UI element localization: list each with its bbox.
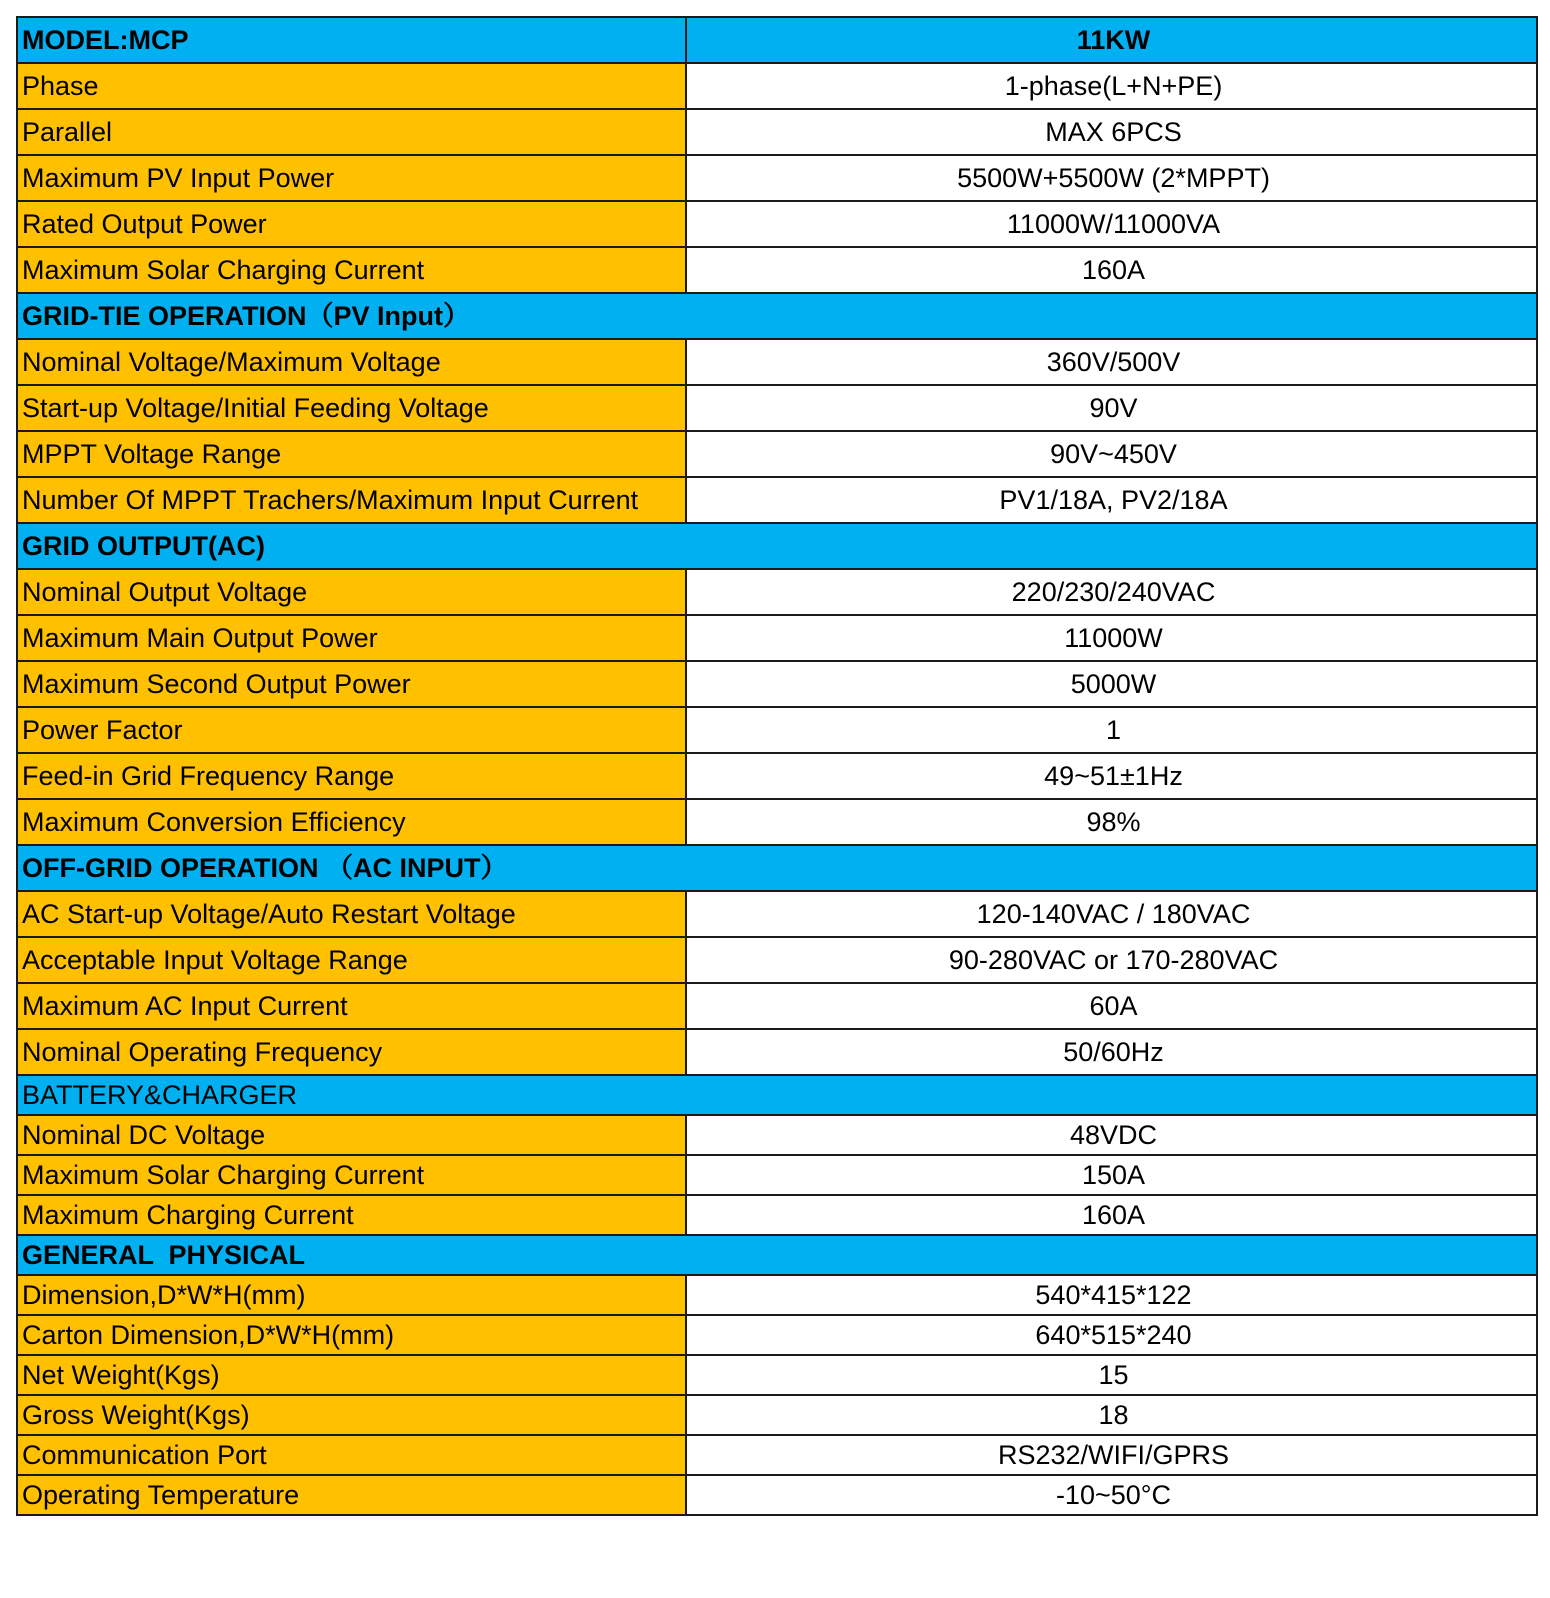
spec-label: AC Start-up Voltage/Auto Restart Voltage	[17, 891, 686, 937]
table-row	[17, 753, 1537, 799]
spec-value: 360V/500V	[686, 339, 1537, 385]
spec-value: 48VDC	[686, 1115, 1537, 1155]
table-row	[17, 799, 1537, 845]
spec-value: 160A	[686, 1195, 1537, 1235]
spec-value: 120-140VAC / 180VAC	[686, 891, 1537, 937]
table-row	[17, 937, 1537, 983]
table-row	[17, 1395, 1537, 1435]
table-row	[17, 1475, 1537, 1515]
table-header-row	[17, 17, 1537, 63]
model-label: MODEL:MCP	[17, 17, 686, 63]
table-row	[17, 109, 1537, 155]
spec-label: Carton Dimension,D*W*H(mm)	[17, 1315, 686, 1355]
spec-label: Maximum PV Input Power	[17, 155, 686, 201]
section-header-row	[17, 523, 1537, 569]
spec-value: PV1/18A, PV2/18A	[686, 477, 1537, 523]
spec-value: 540*415*122	[686, 1275, 1537, 1315]
table-row	[17, 1275, 1537, 1315]
table-row	[17, 431, 1537, 477]
spec-label: Dimension,D*W*H(mm)	[17, 1275, 686, 1315]
spec-label: Operating Temperature	[17, 1475, 686, 1515]
model-value: 11KW	[686, 17, 1537, 63]
spec-label: Parallel	[17, 109, 686, 155]
spec-table	[16, 16, 1538, 1516]
spec-label: Nominal Output Voltage	[17, 569, 686, 615]
spec-value: 18	[686, 1395, 1537, 1435]
spec-label: Net Weight(Kgs)	[17, 1355, 686, 1395]
table-row	[17, 385, 1537, 431]
table-row	[17, 1355, 1537, 1395]
spec-value: 640*515*240	[686, 1315, 1537, 1355]
table-row	[17, 201, 1537, 247]
spec-label: Feed-in Grid Frequency Range	[17, 753, 686, 799]
spec-label: Rated Output Power	[17, 201, 686, 247]
spec-value: 1-phase(L+N+PE)	[686, 63, 1537, 109]
table-row	[17, 477, 1537, 523]
section-title: GENERAL PHYSICAL	[17, 1235, 1537, 1275]
spec-label: MPPT Voltage Range	[17, 431, 686, 477]
spec-label: Nominal Operating Frequency	[17, 1029, 686, 1075]
spec-label: Gross Weight(Kgs)	[17, 1395, 686, 1435]
section-header-row	[17, 1235, 1537, 1275]
spec-label: Maximum AC Input Current	[17, 983, 686, 1029]
spec-value: 220/230/240VAC	[686, 569, 1537, 615]
spec-value: 90-280VAC or 170-280VAC	[686, 937, 1537, 983]
spec-value: 150A	[686, 1155, 1537, 1195]
spec-value: 11000W	[686, 615, 1537, 661]
section-title: BATTERY&CHARGER	[17, 1075, 1537, 1115]
table-row	[17, 1115, 1537, 1155]
table-row	[17, 661, 1537, 707]
table-row	[17, 339, 1537, 385]
table-row	[17, 1029, 1537, 1075]
spec-value: 1	[686, 707, 1537, 753]
table-row	[17, 983, 1537, 1029]
table-row	[17, 1435, 1537, 1475]
spec-label: Maximum Second Output Power	[17, 661, 686, 707]
table-row	[17, 1195, 1537, 1235]
table-row	[17, 1155, 1537, 1195]
spec-label: Acceptable Input Voltage Range	[17, 937, 686, 983]
section-title: OFF-GRID OPERATION （AC INPUT）	[17, 845, 1537, 891]
spec-value: 5000W	[686, 661, 1537, 707]
spec-label: Start-up Voltage/Initial Feeding Voltage	[17, 385, 686, 431]
table-row	[17, 891, 1537, 937]
spec-value: MAX 6PCS	[686, 109, 1537, 155]
spec-label: Communication Port	[17, 1435, 686, 1475]
spec-value: 11000W/11000VA	[686, 201, 1537, 247]
section-header-row	[17, 293, 1537, 339]
section-title: GRID OUTPUT(AC)	[17, 523, 1537, 569]
spec-label: Maximum Conversion Efficiency	[17, 799, 686, 845]
spec-label: Phase	[17, 63, 686, 109]
spec-value: 49~51±1Hz	[686, 753, 1537, 799]
section-header-row	[17, 845, 1537, 891]
spec-table-body	[17, 17, 1537, 1515]
table-row	[17, 615, 1537, 661]
table-row	[17, 1315, 1537, 1355]
spec-label: Maximum Solar Charging Current	[17, 1155, 686, 1195]
table-row	[17, 63, 1537, 109]
spec-value: RS232/WIFI/GPRS	[686, 1435, 1537, 1475]
table-row	[17, 155, 1537, 201]
spec-label: Number Of MPPT Trachers/Maximum Input Current	[17, 477, 686, 523]
spec-value: 50/60Hz	[686, 1029, 1537, 1075]
spec-value: 98%	[686, 799, 1537, 845]
section-header-row	[17, 1075, 1537, 1115]
table-row	[17, 247, 1537, 293]
table-row	[17, 569, 1537, 615]
section-title: GRID-TIE OPERATION（PV Input）	[17, 293, 1537, 339]
spec-value: 160A	[686, 247, 1537, 293]
spec-label: Nominal Voltage/Maximum Voltage	[17, 339, 686, 385]
spec-label: Maximum Solar Charging Current	[17, 247, 686, 293]
table-row	[17, 707, 1537, 753]
spec-value: 5500W+5500W (2*MPPT)	[686, 155, 1537, 201]
spec-value: 15	[686, 1355, 1537, 1395]
spec-value: -10~50°C	[686, 1475, 1537, 1515]
spec-label: Power Factor	[17, 707, 686, 753]
spec-label: Nominal DC Voltage	[17, 1115, 686, 1155]
spec-label: Maximum Charging Current	[17, 1195, 686, 1235]
spec-value: 60A	[686, 983, 1537, 1029]
spec-value: 90V	[686, 385, 1537, 431]
spec-label: Maximum Main Output Power	[17, 615, 686, 661]
spec-value: 90V~450V	[686, 431, 1537, 477]
